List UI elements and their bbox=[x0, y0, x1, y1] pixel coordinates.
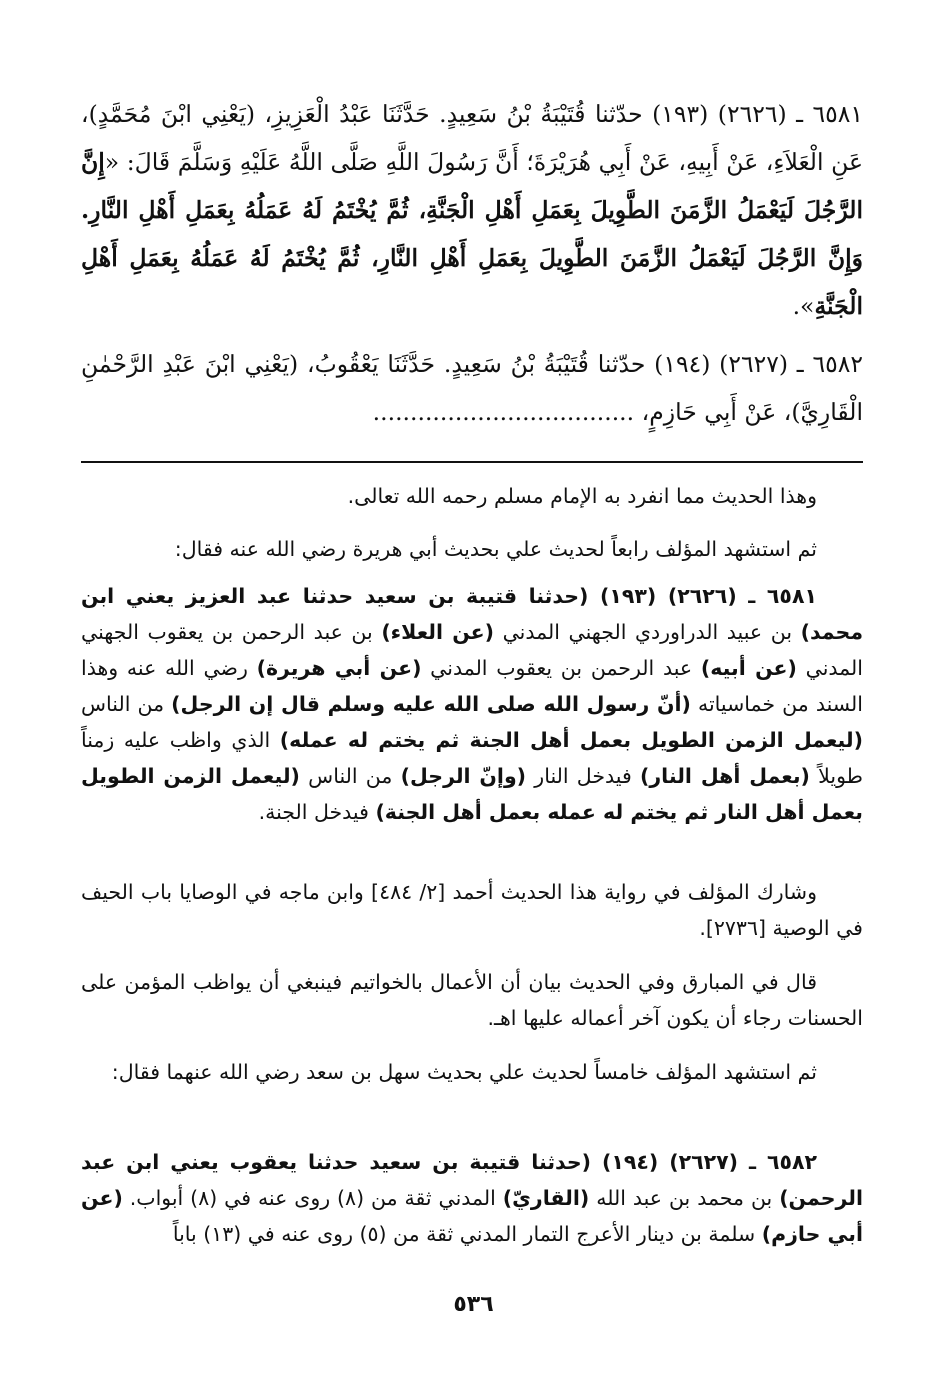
commentary-paragraph-3: ٦٥٨١ ـ (٢٦٢٦) (١٩٣) (حدثنا قتيبة بن سعيد حدثنا عبد العزيز يعني ابن محمد) بن عبيد الدراوردي الجهني المدني (عن العلاء) بن عبد الرحمن بن يعقوب الجهني المدني (عن أبيه) عبد الرحمن بن يعقوب المدني (عن أبي هريرة) رضي الله عنه وهذا السند من خماسياته (أنّ رسول الله صلى الله عليه وسلم قال إن الرجل) من الناس (ليعمل الزمن الطويل بعمل أهل الجنة ثم يختم له عمله) الذي واظب عليه زمناً طويلاً (بعمل أهل النار) فيدخل النار (وإنّ الرجل) من الناس (ليعمل الزمن الطويل بعمل أهل النار ثم يختم له عمله بعمل أهل الجنة) فيدخل الجنة. bbox=[81, 584, 864, 824]
hadith-isnad: ٦٥٨٢ ـ (٢٦٢٧) (١٩٤) حدّثنا قُتَيْبَةُ بْنُ سَعِيدٍ. حَدَّثَنَا يَعْقُوبُ، (يَعْنِي ابْنَ عَبْدِ الرَّحْمٰنِ الْقَارِيَّ)، عَنْ أَبِي حَازِمٍ، bbox=[81, 350, 863, 426]
hadith-isnad: ٦٥٨١ ـ (٢٦٢٦) (١٩٣) حدّثنا قُتَيْبَةُ بْنُ سَعِيدٍ. حَدَّثَنَا عَبْدُ الْعَزِيزِ، (يَعْنِي ابْنَ مُحَمَّدٍ)، عَنِ الْعَلاَءِ، عَنْ أَبِيهِ، عَنْ أَبِي هُرَيْرَةَ؛ أَنَّ رَسُولَ اللَّهِ صَلَّى اللَّهُ عَلَيْهِ وَسَلَّمَ قَالَ: « bbox=[81, 100, 863, 176]
commentary-paragraph-6: ثم استشهد المؤلف خامساً لحديث علي بحديث سهل بن سعد رضي الله عنهما فقال: bbox=[111, 1060, 817, 1084]
commentary-paragraph-5: قال في المبارق وفي الحديث بيان أن الأعمال بالخواتيم فينبغي أن يواظب المؤمن على الحسنات رجاء أن يكون آخر أعماله عليها اهـ. bbox=[81, 970, 863, 1030]
commentary-paragraph-7: ٦٥٨٢ ـ (٢٦٢٧) (١٩٤) (حدثنا قتيبة بن سعيد حدثنا يعقوب يعني ابن عبد الرحمن) بن محمد بن عبد الله (القاريّ) المدني ثقة من (٨) روى عنه في (٨) أبواب. (عن أبي حازم) سلمة بن دينار الأعرج التمار المدني ثقة من (٥) روى عنه في (١٣) باباً bbox=[81, 1150, 863, 1246]
hadith-6582 bbox=[81, 340, 863, 436]
hadith-matn: إِنَّ الرَّجُلَ لَيَعْمَلُ الزَّمَنَ الطَّوِيلَ بِعَمَلِ أَهْلِ الْجَنَّةِ، ثُمَّ يُخْتَمُ لَهُ عَمَلُهُ بِعَمَلِ أَهْلِ النَّارِ. وَإِنَّ الرَّجُلَ لَيَعْمَلُ الزَّمَنَ الطَّوِيلَ بِعَمَلِ أَهْلِ النَّارِ، ثُمَّ يُخْتَمُ لَهُ عَمَلُهُ بِعَمَلِ أَهْلِ الْجَنَّةِ bbox=[81, 148, 863, 320]
commentary-paragraph-2: ثم استشهد المؤلف رابعاً لحديث علي بحديث أبي هريرة رضي الله عنه فقال: bbox=[174, 537, 817, 561]
hadith-6581 bbox=[81, 90, 863, 330]
commentary-paragraph-4: وشارك المؤلف في رواية هذا الحديث أحمد [٢/ ٤٨٤] وابن ماجه في الوصايا باب الحيف في الوصية [٢٧٣٦]. bbox=[81, 880, 863, 940]
ellipsis-dots: ................................... bbox=[372, 398, 635, 426]
footnote-divider bbox=[81, 461, 863, 463]
commentary-paragraph-1: وهذا الحديث مما انفرد به الإمام مسلم رحمه الله تعالى. bbox=[347, 484, 817, 508]
hadith-end: ». bbox=[792, 292, 815, 320]
page-number: ٥٣٦ bbox=[453, 1292, 494, 1317]
